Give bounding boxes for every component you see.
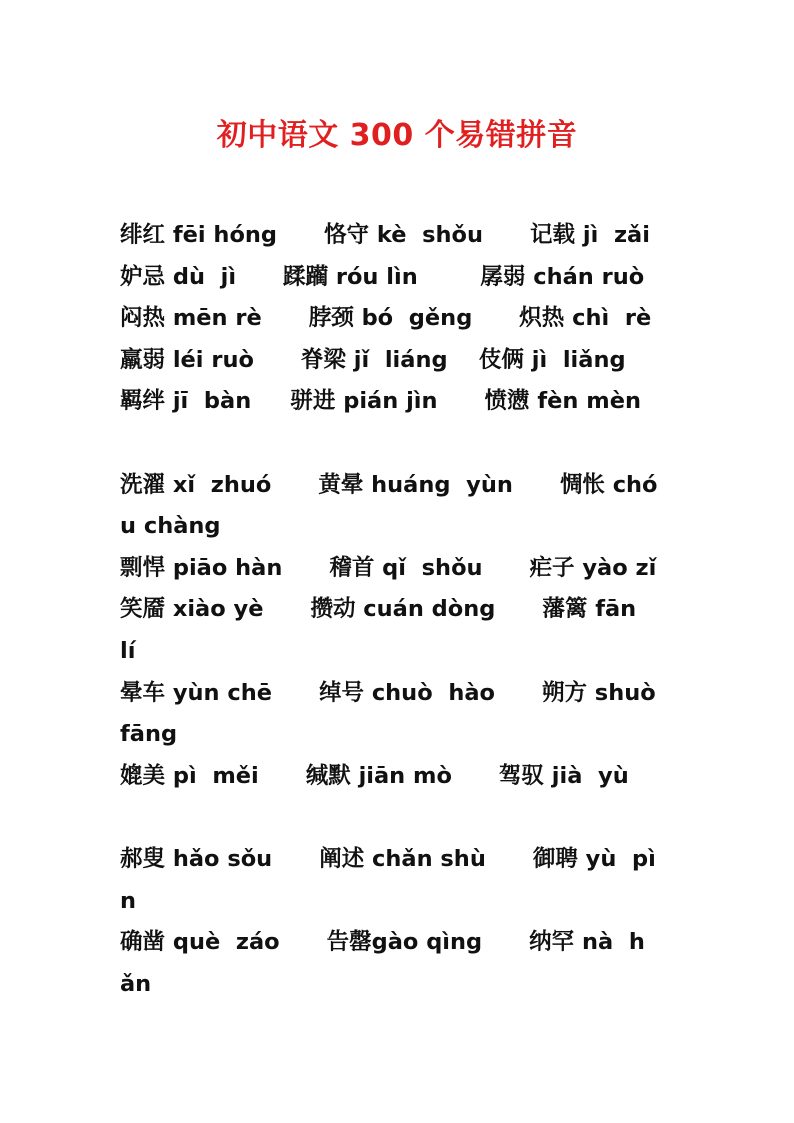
pinyin-line: 剽悍 piāo hàn 稽首 qǐ shǒu 疟子 yào zǐ xyxy=(120,554,657,581)
pinyin-line: lí xyxy=(120,637,136,664)
pinyin-line: ǎn xyxy=(120,970,152,997)
pinyin-line: n xyxy=(120,887,137,914)
pinyin-line: 郝叟 hǎo sǒu 阐述 chǎn shù 御聘 yù pì xyxy=(120,845,656,872)
paragraph-gap xyxy=(120,423,674,465)
pinyin-line: 闷热 mēn rè 脖颈 bó gěng 炽热 chì rè xyxy=(120,305,652,332)
pinyin-line: 笑靥 xiào yè 攒动 cuán dòng 藩篱 fān xyxy=(120,596,637,623)
pinyin-line: 绯红 fēi hóng 恪守 kè shǒu 记载 jì zǎi xyxy=(120,222,650,248)
pinyin-line: 媲美 pì měi 缄默 jiān mò 驾驭 jià yù xyxy=(120,762,629,789)
pinyin-line: u chàng xyxy=(120,513,221,540)
document-title: 初中语文 300 个易错拼音 xyxy=(216,118,578,153)
pinyin-line: 确凿 què záo 告罄gào qìng 纳罕 nà h xyxy=(120,929,645,956)
pinyin-list xyxy=(120,215,674,1005)
pinyin-line: fāng xyxy=(120,721,178,748)
pinyin-line: 羸弱 léi ruò 脊梁 jǐ liáng 伎俩 jì liǎng xyxy=(120,346,626,373)
pinyin-line: 洗濯 xǐ zhuó 黄晕 huáng yùn 惆怅 chó xyxy=(120,471,658,498)
paragraph-gap xyxy=(120,797,674,839)
pinyin-line: 妒忌 dù jì 蹂躏 róu lìn 孱弱 chán ruò xyxy=(120,263,645,290)
pinyin-line: 晕车 yùn chē 绰号 chuò hào 朔方 shuò xyxy=(120,679,656,706)
pinyin-line: 羁绊 jī bàn 骈进 pián jìn 愤懑 fèn mèn xyxy=(120,388,641,415)
